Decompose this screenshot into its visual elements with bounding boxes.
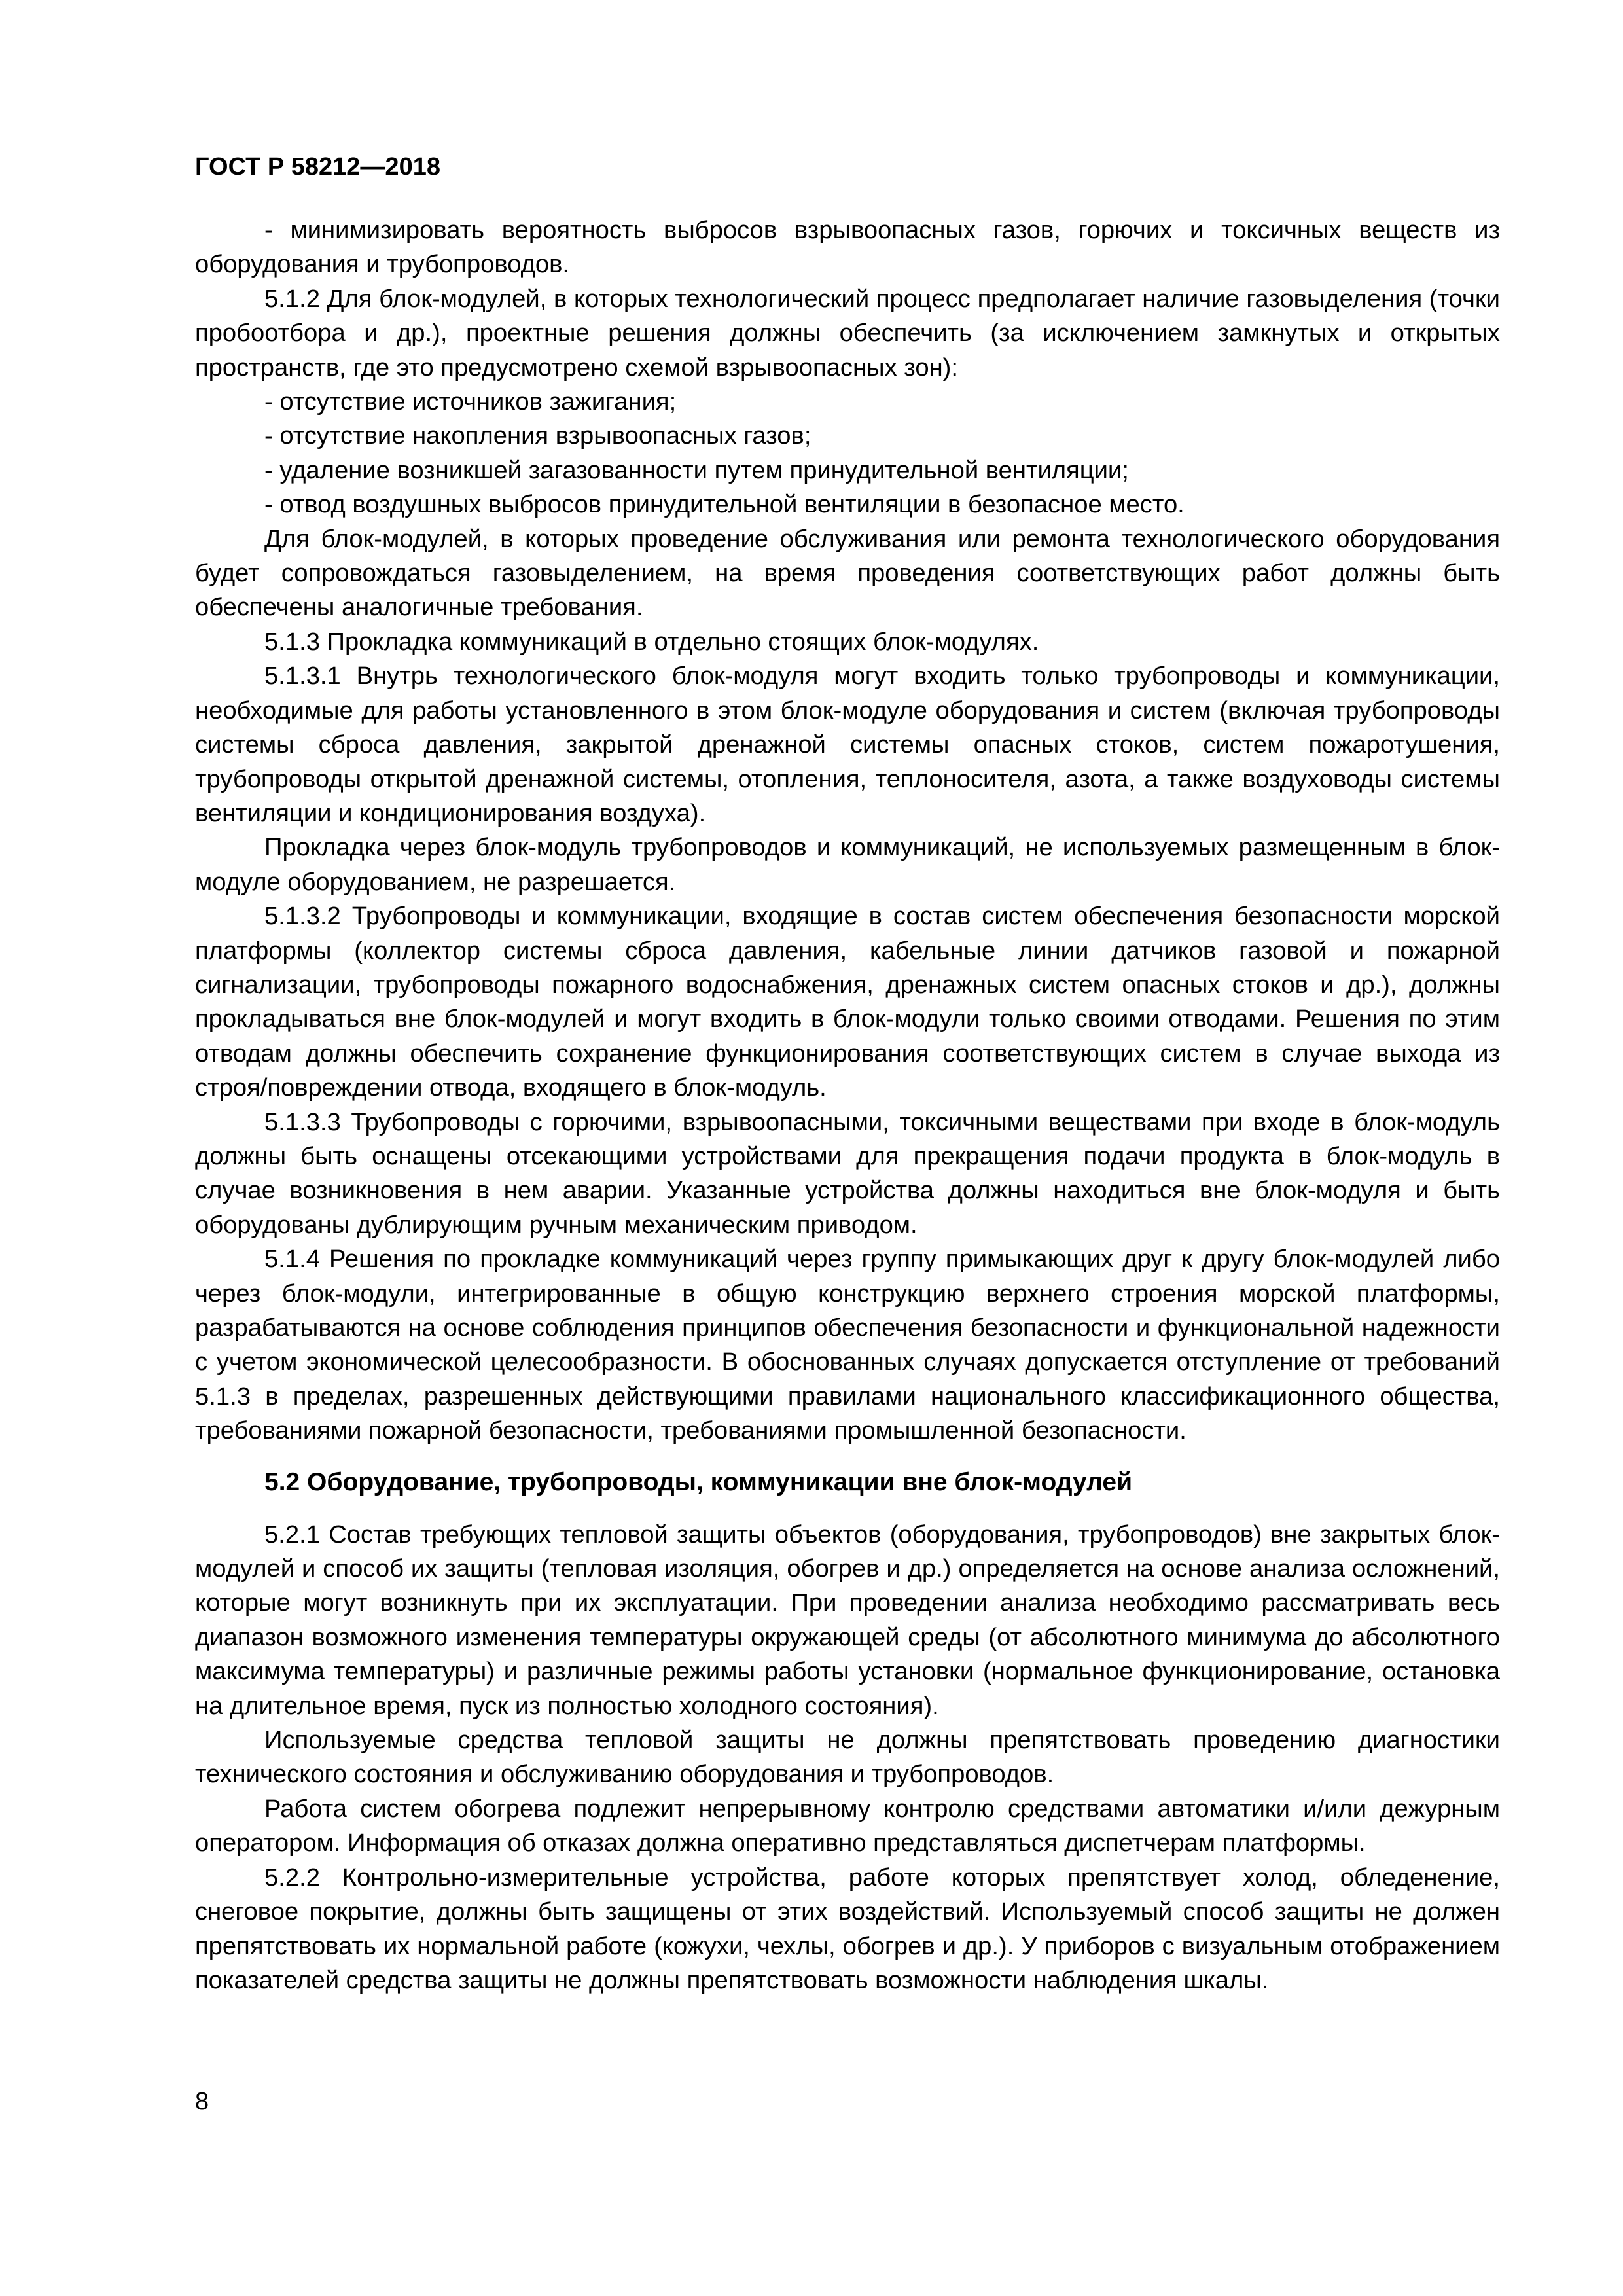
paragraph: Прокладка через блок-модуль трубопроводов и коммуникаций, не используемых размещенным в блок-модуле оборудованием, не разрешается.: [195, 833, 1500, 896]
paragraph: 5.1.3.2 Трубопроводы и коммуникации, входящие в состав систем обеспечения безопасности морской платформы (коллектор системы сброса давления, кабельные линии датчиков газовой и пожарной сигнализации, трубопроводы пожарного водоснабжения, дренажных систем опасных стоков и др.), должны прокладываться вне блок-модулей и могут входить в блок-модули только своими отводами. Решения по этим отводам должны обеспечить сохранение функционирования соответствующих систем в случае выхода из строя/повреждении отвода, входящего в блок-модуль.: [195, 902, 1500, 1102]
list-item: - отсутствие накопления взрывоопасных газов;: [264, 422, 812, 450]
list-item: - отвод воздушных выбросов принудительной вентиляции в безопасное место.: [264, 490, 1185, 519]
paragraph: 5.1.3.1 Внутрь технологического блок-модуля могут входить только трубопроводы и коммуникации, необходимые для работы установленного в этом блок-модуле оборудования и систем (включая трубопроводы системы сброса давления, закрытой дренажной системы опасных стоков, систем пожаротушения, трубопроводы открытой дренажной системы, отопления, теплоносителя, азота, а также воздуховоды системы вентиляции и кондиционирования воздуха).: [195, 662, 1500, 827]
paragraph: 5.2.2 Контрольно-измерительные устройства, работе которых препятствует холод, обледенение, снеговое покрытие, должны быть защищены от этих воздействий. Используемый способ защиты не должен препятствовать их нормальной работе (кожухи, чехлы, обогрев и др.). У приборов с визуальным отображением показателей средства защиты не должны препятствовать возможности наблюдения шкалы.: [195, 1863, 1500, 1994]
paragraph: 5.1.2 Для блок-модулей, в которых технологический процесс предполагает наличие газовыделения (точки пробоотбора и др.), проектные решения должны обеспечить (за исключением замкнутых и открытых пространств, где это предусмотрено схемой взрывоопасных зон):: [195, 284, 1500, 382]
list-item: - отсутствие источников зажигания;: [264, 387, 677, 416]
paragraph: - минимизировать вероятность выбросов взрывоопасных газов, горючих и токсичных веществ из оборудования и трубопроводов.: [195, 216, 1500, 279]
page-number: 8: [195, 2088, 209, 2115]
paragraph: 5.1.4 Решения по прокладке коммуникаций через группу примыкающих друг к другу блок-модулей либо через блок-модули, интегрированные в общую конструкцию верхнего строения морской платформы, разрабатываются на основе соблюдения принципов обеспечения безопасности и функциональной надежности с учетом экономической целесообразности. В обоснованных случаях допускается отступление от требований 5.1.3 в пределах, разрешенных действующими правилами национального классификационного общества, требованиями пожарной безопасности, требованиями промышленной безопасности.: [195, 1245, 1500, 1445]
section-title: 5.2 Оборудование, трубопроводы, коммуникации вне блок-модулей: [264, 1467, 1133, 1496]
paragraph: Используемые средства тепловой защиты не должны препятствовать проведению диагностики технического состояния и обслуживанию оборудования и трубопроводов.: [195, 1726, 1500, 1789]
document-code: ГОСТ Р 58212—2018: [195, 153, 440, 181]
document-page: [195, 152, 1500, 1998]
paragraph: Для блок-модулей, в которых проведение обслуживания или ремонта технологического оборудования будет сопровождаться газовыделением, на время проведения соответствующих работ должны быть обеспечены аналогичные требования.: [195, 524, 1500, 622]
list-item: - удаление возникшей загазованности путем принудительной вентиляции;: [264, 456, 1129, 484]
paragraph: Работа систем обогрева подлежит непрерывному контролю средствами автоматики и/или дежурным оператором. Информация об отказах должна оперативно представляться диспетчерам платформы.: [195, 1794, 1500, 1857]
paragraph: 5.2.1 Состав требующих тепловой защиты объектов (оборудования, трубопроводов) вне закрытых блок-модулей и способ их защиты (тепловая изоляция, обогрев и др.) определяется на основе анализа осложнений, которые могут возникнуть при их эксплуатации. При проведении анализа необходимо рассматривать весь диапазон возможного изменения температуры окружающей среды (от абсолютного минимума до абсолютного максимума температуры) и различные режимы работы установки (нормальное функционирование, остановка на длительное время, пуск из полностью холодного состояния).: [195, 1520, 1500, 1720]
paragraph: 5.1.3 Прокладка коммуникаций в отдельно стоящих блок-модулях.: [264, 627, 1039, 656]
paragraph: 5.1.3.3 Трубопроводы с горючими, взрывоопасными, токсичными веществами при входе в блок-модуль должны быть оснащены отсекающими устройствами для прекращения подачи продукта в блок-модуль в случае возникновения в нем аварии. Указанные устройства должны находиться вне блок-модуля и быть оборудованы дублирующим ручным механическим приводом.: [195, 1107, 1500, 1239]
